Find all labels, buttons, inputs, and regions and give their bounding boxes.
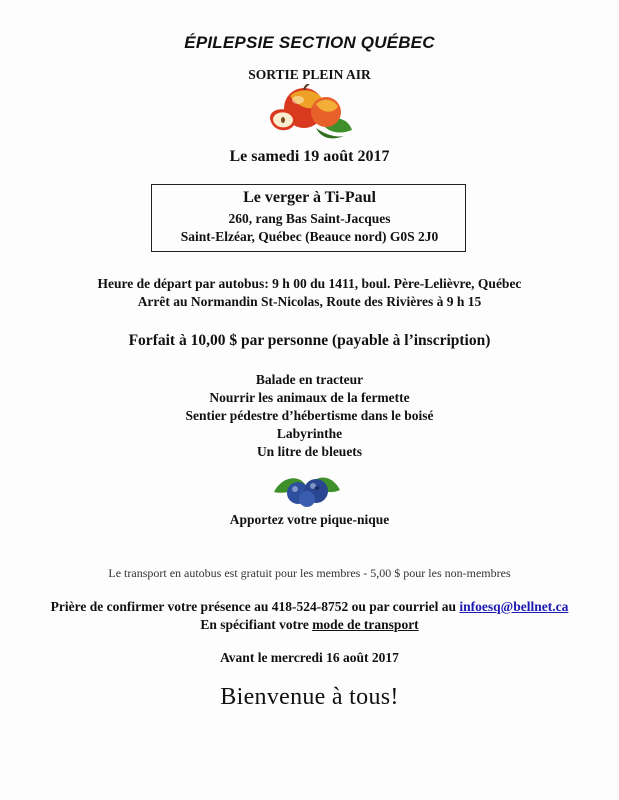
spec-underlined: mode de transport (312, 617, 419, 632)
activity-item: Labyrinthe (276, 426, 343, 441)
departure-line2: Arrêt au Normandin St-Nicolas, Route des Rivières à 9 h 15 (137, 294, 482, 309)
organization-title: ÉPILEPSIE SECTION QUÉBEC (184, 33, 435, 52)
event-date: Le samedi 19 août 2017 (229, 148, 390, 165)
deadline-text: Avant le mercredi 16 août 2017 (220, 650, 399, 665)
welcome-text: Bienvenue à tous! (220, 684, 399, 710)
bring-note: Apportez votre pique-nique (229, 512, 390, 527)
activity-item: Nourrir les animaux de la fermette (209, 390, 410, 405)
activity-item: Balade en tracteur (255, 372, 364, 387)
activity-item: Un litre de bleuets (256, 444, 363, 459)
price-text: Forfait à 10,00 $ par personne (payable à l’inscription) (128, 332, 491, 349)
event-subtitle: SORTIE PLEIN AIR (248, 67, 371, 82)
confirmation-line (0, 599, 619, 615)
venue-address-line2: Saint-Elzéar, Québec (Beauce nord) G0S 2J0 (180, 229, 439, 244)
activity-item: Sentier pédestre d’hébertisme dans le boisé (185, 408, 434, 423)
venue-address-line1: 260, rang Bas Saint-Jacques (228, 211, 391, 226)
apple-icon (264, 84, 354, 140)
confirmation-text: Prière de confirmer votre présence au 418-524-8752 ou par courriel au (50, 599, 460, 614)
departure-line1: Heure de départ par autobus: 9 h 00 du 1411, boul. Père-Lelièvre, Québec (97, 276, 522, 291)
transport-note: Le transport en autobus est gratuit pour les membres - 5,00 $ pour les non-membres (108, 566, 511, 580)
blueberries-icon (270, 466, 344, 508)
transport-mode-line (0, 617, 619, 633)
venue-name: Le verger à Ti-Paul (243, 189, 376, 206)
spec-prefix: En spécifiant votre (200, 617, 313, 632)
email-link[interactable]: infoesq@bellnet.ca (459, 599, 569, 614)
